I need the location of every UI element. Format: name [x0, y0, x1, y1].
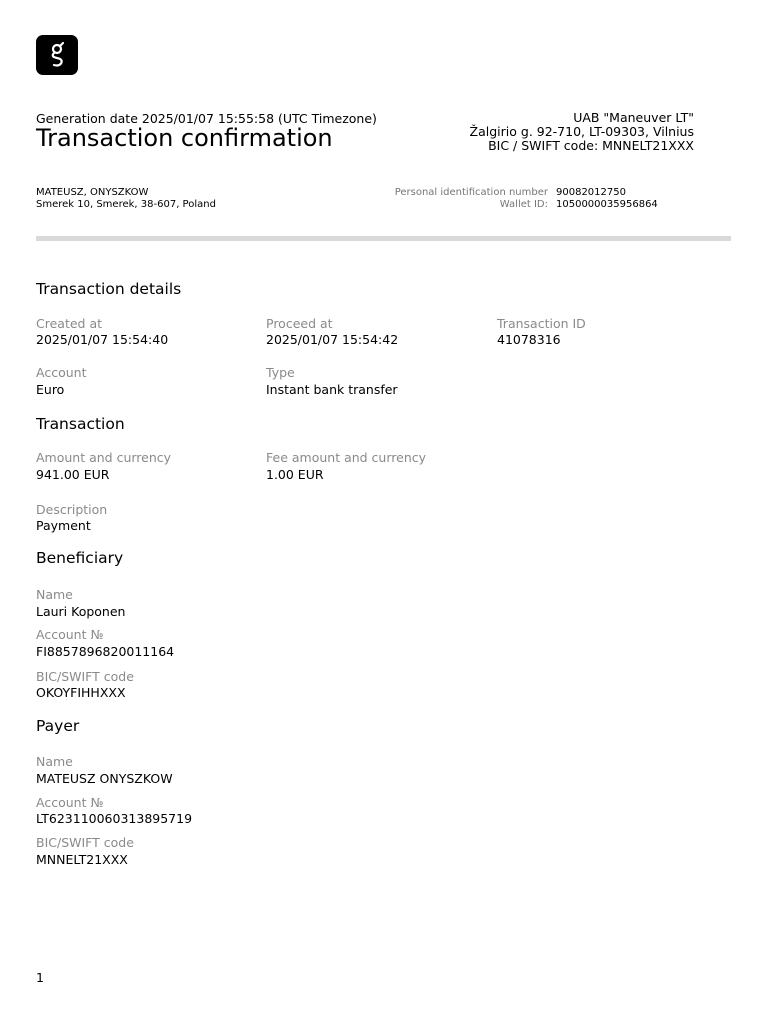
transaction-id-label: Transaction ID [497, 316, 586, 331]
description-label: Description [36, 502, 108, 517]
payer-bic-value: MNNELT21XXX [36, 852, 128, 867]
payer-account-value: LT623110060313895719 [36, 811, 193, 826]
fee-label: Fee amount and currency [266, 450, 427, 465]
logo-g-icon [36, 35, 78, 75]
page-title: Transaction confirmation [36, 124, 333, 152]
wallet-value: 1050000035956864 [556, 199, 658, 210]
customer-address: Smerek 10, Smerek, 38-607, Poland [36, 199, 216, 210]
amount-label: Amount and currency [36, 450, 172, 465]
pin-value: 90082012750 [556, 187, 626, 198]
beneficiary-account-value: FI8857896820011164 [36, 644, 175, 659]
beneficiary-account-label: Account № [36, 627, 104, 642]
payer-account-label: Account № [36, 795, 104, 810]
proceed-at-value: 2025/01/07 15:54:42 [266, 332, 399, 347]
created-at-label: Created at [36, 316, 103, 331]
generation-date: Generation date 2025/01/07 15:55:58 (UTC Timezone) [36, 111, 377, 126]
pin-label: Personal identification number [394, 187, 548, 198]
company-name: UAB "Maneuver LT" [573, 110, 694, 125]
fee-value: 1.00 EUR [266, 467, 324, 482]
type-label: Type [266, 365, 295, 380]
payer-bic-label: BIC/SWIFT code [36, 835, 134, 850]
section-heading-beneficiary: Beneficiary [36, 549, 124, 567]
section-heading-transaction-details: Transaction details [36, 280, 182, 298]
beneficiary-name-label: Name [36, 587, 73, 602]
account-label: Account [36, 365, 87, 380]
customer-name: MATEUSZ, ONYSZKOW [36, 187, 149, 198]
beneficiary-bic-label: BIC/SWIFT code [36, 669, 134, 684]
beneficiary-name-value: Lauri Koponen [36, 604, 126, 619]
payer-name-label: Name [36, 754, 73, 769]
description-value: Payment [36, 518, 91, 533]
created-at-value: 2025/01/07 15:54:40 [36, 332, 169, 347]
account-value: Euro [36, 382, 65, 397]
company-bic: BIC / SWIFT code: MNNELT21XXX [488, 138, 694, 153]
beneficiary-bic-value: OKOYFIHHXXX [36, 685, 126, 700]
company-logo [36, 35, 78, 75]
transaction-id-value: 41078316 [497, 332, 561, 347]
amount-value: 941.00 EUR [36, 467, 110, 482]
type-value: Instant bank transfer [266, 382, 398, 397]
payer-name-value: MATEUSZ ONYSZKOW [36, 771, 173, 786]
section-heading-payer: Payer [36, 717, 80, 735]
company-info [470, 111, 694, 153]
header-divider [36, 236, 731, 241]
section-heading-transaction: Transaction [36, 415, 125, 433]
company-address: Žalgirio g. 92-710, LT-09303, Vilnius [469, 124, 694, 139]
wallet-label: Wallet ID: [499, 199, 548, 210]
proceed-at-label: Proceed at [266, 316, 333, 331]
page-number: 1 [36, 970, 44, 985]
